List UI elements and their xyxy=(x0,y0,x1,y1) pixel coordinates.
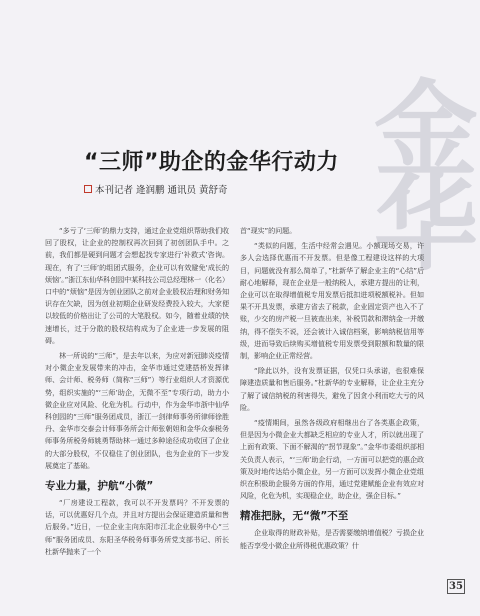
paragraph: “除此以外，没有发票证据，仅凭口头承诺，也很难保障建造质量和售后服务。”杜新华的专业解释，让企业主充分了解了诚信纳税的利害得失，避免了因贪小利而吃大亏的风险。 xyxy=(240,366,424,412)
decor-character-jin: 金 xyxy=(373,68,478,191)
paragraph: 首“现实”的问题。 xyxy=(240,226,297,235)
paragraph: “厂房建设工程款，我可以不开发票吗？不开发票的话，可以优惠好几个点，并且对方提出会保证建造质量和售后服务。”近日，一位企业主向东阳市江北企业服务中心“三师”服务团成员、东阳圣华税务师事务所党支部书记、所长杜新华抛来了一个 xyxy=(45,498,229,556)
paragraph: “多亏了‘三师’的鼎力支持，通过企业党组织帮助我们收回了股权，让企业的控制权再次回到了初创团队手中。之前，我们都是硬到问题才会想起找专家进行‘补救式’咨询。现在，有了‘三师’的组团式服务，企业可以有效避免‘成长的烦恼’。”浙江东仙华科创园中某科技公司总经理林一（化名）口中的“烦恼”是因为创业团队之前对企业股权治理和财务知识存在欠缺，因为创业初期企业研发经费投入较大，大家便以较低的价格出让了公司的大笔股权。如今，随着业绩的快速增长，过于分散的股权结构成为了企业进一步发展的阻碍。 xyxy=(45,226,230,345)
page-number: 35 xyxy=(447,579,465,594)
article-title: “三师”助企的金华行动力 xyxy=(84,150,339,175)
paragraph: “类似的问题，生活中经常会遇见。小额现场交易，许多人会选择优惠而不开发票。但是像工程建设这样的大项目，问题就没有那么简单了，”杜新华了解企业主的“心结”后耐心地解释，现在企业是一般纳税人，承建方提出的让利，企业可以在取得增值税专用发票后抵扣进项税额税补。但如果不开具发票，承建方省去了税款，企业固定资产也入不了账，少交的房产税一旦被查出来，补税罚款和滞纳金一并缴纳，得不偿失不说，还会被计入诚信档案，影响纳税信用等级，进而导致后续购买增值税专用发票受到限额和数量的限制，影响企业正常经营。 xyxy=(240,241,424,361)
article-header xyxy=(84,145,384,196)
right-column xyxy=(240,225,424,555)
paragraph: 企业取得的财政补贴，是否需要缴纳增值税？亏损企业能否享受小微企业所得税优惠政策？什 xyxy=(240,528,424,550)
square-bullet-icon xyxy=(84,185,92,193)
section-heading: 专业力量，护航“小微” xyxy=(45,480,154,493)
paragraph: “疫情期间，虽然各级政府相继出台了各类惠企政策，但是因为小微企业大都缺乏相应的专业人才，所以就出现了上面有政策、下面不解渴的“拐节现象”。”金华市委组织部相关负责人表示，“‘三师’助企行动，一方面可以把党的惠企政策及时地传达给小微企业，另一方面可以发挥小微企业党组织在积极助企服务方面的作用，通过党建赋能企业有效应对风险，化危为机，实现稳企业，助企业，强企目标。” xyxy=(240,418,424,501)
left-column xyxy=(45,225,229,561)
section-heading: 精准把脉，无“微”不至 xyxy=(240,510,349,523)
decor-character-hua: 华 xyxy=(373,162,478,285)
paragraph: 林一所说的“三师”，是去年以来，为应对新冠肺炎疫情对小微企业发展带来的冲击，金华市通过党建搭桥发挥律师、会计师、税务师（简称“三师”）等行业组织人才资源优势，组织实施的“‘三师’助企，无微不至”专项行动，助力小微企业应对风险、化危为机。行动中，作为金华市浙中仙华科创园的“三师”服务团成员，浙江一剑律师事务所律师徐胜丹、金华市交泰会计师事务所会计师张朝妲和金华众泰税务师事务所税务师姚勇帮助林一通过多种途径成功收回了企业的大部分股权，不仅稳住了创业团队，也为企业的下一步发展奠定了基础。 xyxy=(45,351,229,470)
byline-text: 本刊记者 逄润鹏 通讯员 黄舒奇 xyxy=(95,185,228,196)
byline xyxy=(84,182,384,196)
